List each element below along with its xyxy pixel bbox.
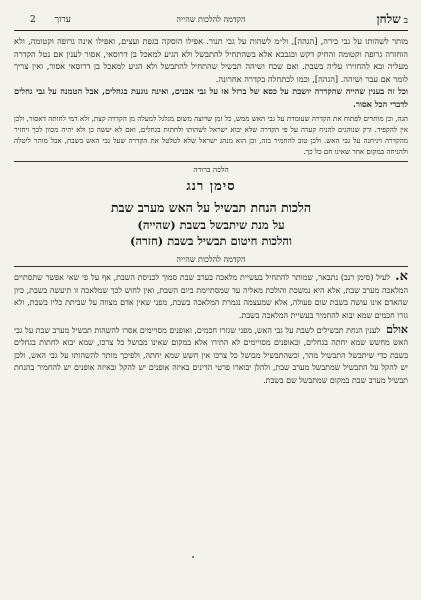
title-line-1: הלכות הנחת תבשיל על האש מערב שבת: [110, 200, 312, 216]
header-left: [14, 14, 71, 25]
opening-word: אולם: [386, 323, 408, 336]
intro-label: הקדמה להלכות שהייה: [176, 255, 246, 265]
running-header: [14, 10, 408, 31]
header-book: שלחן: [376, 12, 401, 26]
title-line-3: והלכות חיטום תבשיל בשבת (חזרה): [130, 234, 292, 249]
page-mark: [192, 556, 194, 558]
header-letter: ב: [403, 16, 408, 26]
header-title: הקדמה להלכות שהייה: [176, 15, 246, 24]
top-paragraph-1: מותר לשהותו על גבי כירה, [הגהה], ול״מ לשהות על גבי תנור. אפילו הוסקה בגפת ועצים, ואפילו אינה גרופה וקטומה, ולא הוחזרה גרופה וקטומה והחיק דקש ובגבבא אלא בשהתחיל להתבשל ולא הגיע למאכל בן דרוסאי, אסור לענין אם נטל הקדרה מעליה ובא להחזירו עליה בשבת. ואם שכח ושיהה תבשיל שהתחיל להתבשל ולא הגיע למאכל בן דרוסאי אסור, ואין צריך לומר אם עבר ושיהה. [הגהה], וכמו לכתחלה בקדרה אחרונה.: [14, 36, 408, 84]
page-number: 2: [30, 15, 36, 25]
section-divider: [14, 161, 408, 162]
intro-divider: [14, 266, 408, 267]
bottom-paragraph-2-text: לענין הנחת תבשילים לשבת על גבי האש, מפני שגזרו חכמים, ואופנים מסויימים אסרו להשהות תבשיל מערב שבת על גבי האש מחשש שמא יחתה בגחלים, ובאופנים מסויימים לא התירו אלא במקום שאינו מבושל כל צרכו, שמא יבוא לחתות בגחלים בשבת כדי שיתבשל התבשיל מהר, וכשהתבשיל מבושל כל צרכו אין חשש שמא יחתה, ולפיכך מותר להשהותו על גבי האש, ולכן יש להקל על התבשיל שמתבשל מערב שבת, ולהלן יבוארו פרטי הדינים באיזה אופנים יש להקל ובאיזה אופנים יש להחמיר בהנחת תבשיל מערב שבת במקום שמתבשל שם בשבת.: [14, 326, 408, 385]
siman-heading: סימן רנג: [186, 179, 236, 195]
bottom-paragraph-1-text: לעיל (סימן רנב) נתבאר, שמותר להתחיל בעשיית מלאכה בערב שבת סמוך לכניסת השבת, אף על פי שאי אפשר שתסתיים המלאכה מערב שבת, אלא היא נמשכת והולכת מאליה עד שמסתיימת ביום השבת, ואין לחוש לכך שמלאכה זו תיעשה בשבת, כיון שהאדם אינו עושה בשבת שום פעולה, אלא שמעצמה נגמרת המלאכה בשבת, מפני שאין אדם מצווה על שביתת כליו בשבת, ולא גזרו חכמים שמא יבוא להחמיר בעשיית המלאכה בשבת.: [14, 273, 408, 320]
top-paragraph-2: וכל זה בענין שהייה שהקדרה יושבת על כסא של ברזל או על גבי אבנים, ואינה נוגעת בגחלים, אבל הטמנה על גבי גחלים לדברי הכל אסור.: [14, 86, 408, 109]
bottom-paragraph-1: [14, 271, 408, 322]
top-note: הגה, וכן מותרים לפתוח את הקדרה שעומדת על גבי האש ממש, כל זמן שרוצה משום מגלגל למעלה מן הקדרה קצת, ולא דמי לחותה דאסור, ולכן אין להקפיד. ורק שנוהגים להניח קערה על פי הקדרה שלא יבוא ישראל לשהותו ולחתות בגחלים, ואם לא יעשה כן ולא יהיה מכוון לכך ויחזיר מהקדרה ויניחנה על גבי האש. ולכן טוב להחמיר בזה, וכן הוא מנהג ישראל שלא לטלטל את הקדרה שעל גבי האש בשבת, אבל מותר ליטלה ולהניחה במקום אחר שאינו חם כל כך.: [14, 113, 408, 157]
bottom-paragraph-2: [14, 324, 408, 387]
header-subject: ערוך: [54, 15, 71, 25]
paragraph-marker: א.: [395, 269, 408, 285]
title-line-2: על מנת שיתבשל בשבת (שהייה): [137, 218, 285, 233]
document-page: [14, 10, 408, 590]
halacha-label: הלכה ברורה: [193, 165, 229, 175]
